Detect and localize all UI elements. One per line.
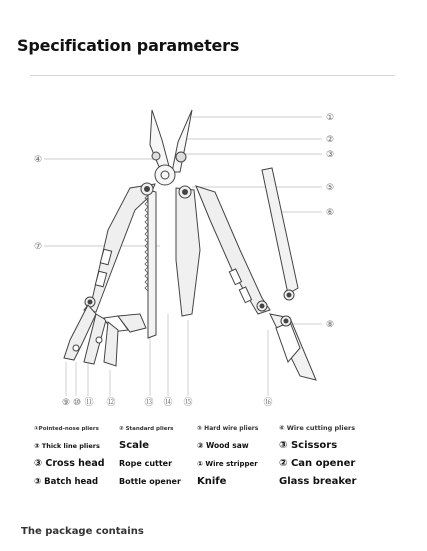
callout-13: ⑬	[144, 398, 154, 408]
divider	[30, 75, 395, 76]
callout-9: ⑨	[61, 398, 71, 408]
spec-item: Rope cutter	[119, 459, 173, 468]
spec-item: ③ Hard wire pliers	[197, 425, 259, 432]
callout-8: ⑧	[325, 320, 335, 330]
callout-15: ⑮	[183, 398, 193, 408]
callout-6: ⑥	[325, 208, 335, 218]
spec-item: ③ Scissors	[279, 440, 338, 451]
callout-12: ⑫	[106, 398, 116, 408]
spec-row	[34, 440, 404, 458]
callout-2: ②	[325, 135, 335, 145]
callout-14: ⑭	[163, 398, 173, 408]
spec-row	[34, 476, 404, 494]
callout-4: ④	[33, 155, 43, 165]
spec-item: ② Can opener	[279, 458, 356, 469]
callout-10: ⑩	[72, 398, 82, 408]
spec-item: ③ Wood saw	[197, 441, 249, 450]
spec-item: Scale	[119, 440, 150, 451]
page-title: Specification parameters	[17, 36, 240, 55]
callout-5: ⑤	[325, 183, 335, 193]
spec-row	[34, 424, 404, 440]
spec-item: Glass breaker	[279, 476, 357, 487]
spec-item: Bottle opener	[119, 477, 181, 486]
callout-1: ①	[325, 113, 335, 123]
callout-7: ⑦	[33, 242, 43, 252]
callout-3: ③	[325, 150, 335, 160]
spec-item: ①Pointed-nose pliers	[34, 426, 99, 432]
spec-item: ③ Batch head	[34, 477, 99, 487]
spec-item: ② Standard pliers	[119, 426, 174, 432]
spec-item: ④ Wire cutting pliers	[279, 424, 356, 432]
spec-list	[34, 424, 404, 494]
package-heading: The package contains	[21, 526, 144, 537]
multitool-diagram	[0, 100, 427, 420]
spec-row	[34, 458, 404, 476]
spec-item: ① Wire stripper	[197, 460, 258, 468]
spec-item: Knife	[197, 476, 227, 487]
spec-item: ③ Thick line pliers	[34, 442, 100, 450]
spec-item: ③ Cross head	[34, 458, 105, 469]
callout-11: ⑪	[84, 398, 94, 408]
callout-16: ⑯	[263, 398, 273, 408]
